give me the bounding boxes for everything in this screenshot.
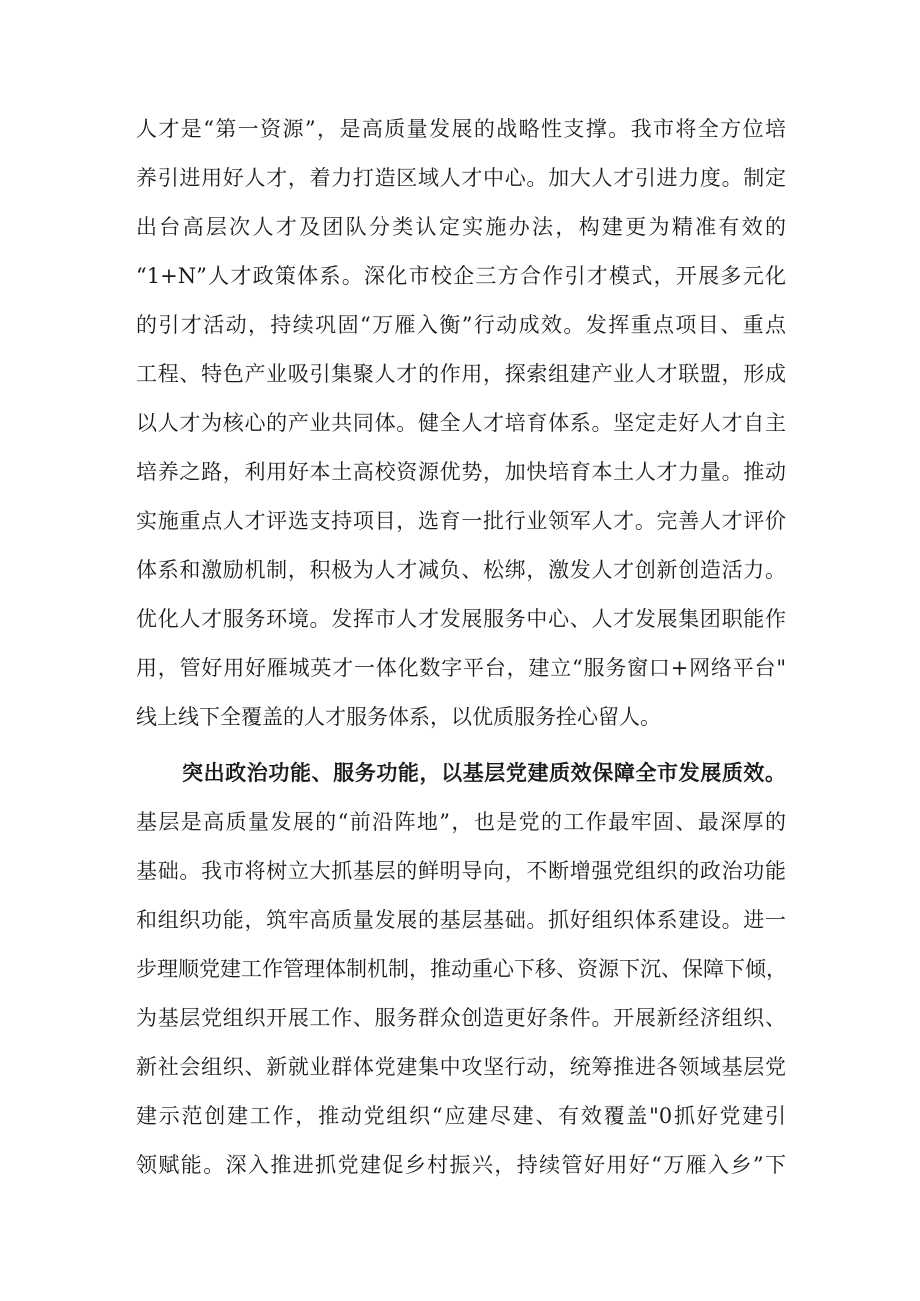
text-line: 以人才为核心的产业共同体。健全人才培育体系。坚定走好人才自主	[136, 411, 786, 435]
text-line: 步理顺党建工作管理体制机制，推动重心下移、资源下沉、保障下倾，	[136, 957, 787, 981]
text-line: 人才是“第一资源”，是高质量发展的战略性支撑。我市将全方位培	[136, 117, 786, 141]
text-line: 线上线下全覆盖的人才服务体系，以优质服务拴心留人。	[136, 705, 661, 729]
text-line: 工程、特色产业吸引集聚人才的作用，探索组建产业人才联盟，形成	[136, 362, 786, 386]
text-line: 出台高层次人才及团队分类认定实施办法，构建更为精准有效的	[136, 215, 786, 239]
text-line: 基层是高质量发展的“前沿阵地”，也是党的工作最牢固、最深厚的	[136, 810, 786, 834]
text-line: 和组织功能，筑牢高质量发展的基层基础。抓好组织体系建设。进一	[136, 908, 786, 932]
text-line: 培养之路，利用好本土高校资源优势，加快培育本土人才力量。推动	[136, 460, 786, 484]
text-line: 建示范创建工作，推动党组织“应建尽建、有效覆盖"0抓好党建引	[136, 1104, 786, 1128]
text-line: 领赋能。深入推进抓党建促乡村振兴，持续管好用好“万雁入乡”下	[136, 1153, 786, 1177]
text-line: 用，管好用好雁城英才一体化数字平台，建立“服务窗口+网络平台"	[136, 656, 786, 680]
text-line: 为基层党组织开展工作、服务群众创造更好条件。开展新经济组织、	[136, 1006, 786, 1030]
text-line: 优化人才服务环境。发挥市人才发展服务中心、人才发展集团职能作	[136, 607, 786, 631]
text-line: “1+N”人才政策体系。深化市校企三方合作引才模式，开展多元化	[136, 264, 786, 288]
text-line: 体系和激励机制，积极为人才减负、松绑，激发人才创新创造活力。	[136, 558, 786, 582]
text-line: 基础。我市将树立大抓基层的鲜明导向，不断增强党组织的政治功能	[136, 859, 786, 883]
section-heading: 突出政治功能、服务功能，以基层党建质效保障全市发展质效。	[182, 760, 786, 785]
text-line: 新社会组织、新就业群体党建集中攻坚行动，统筹推进各领域基层党	[136, 1055, 786, 1079]
text-line: 养引进用好人才，着力打造区域人才中心。加大人才引进力度。制定	[136, 166, 786, 190]
text-line: 实施重点人才评选支持项目，选育一批行业领军人才。完善人才评价	[136, 509, 786, 533]
text-line: 的引才活动，持续巩固“万雁入衡”行动成效。发挥重点项目、重点	[136, 313, 786, 337]
